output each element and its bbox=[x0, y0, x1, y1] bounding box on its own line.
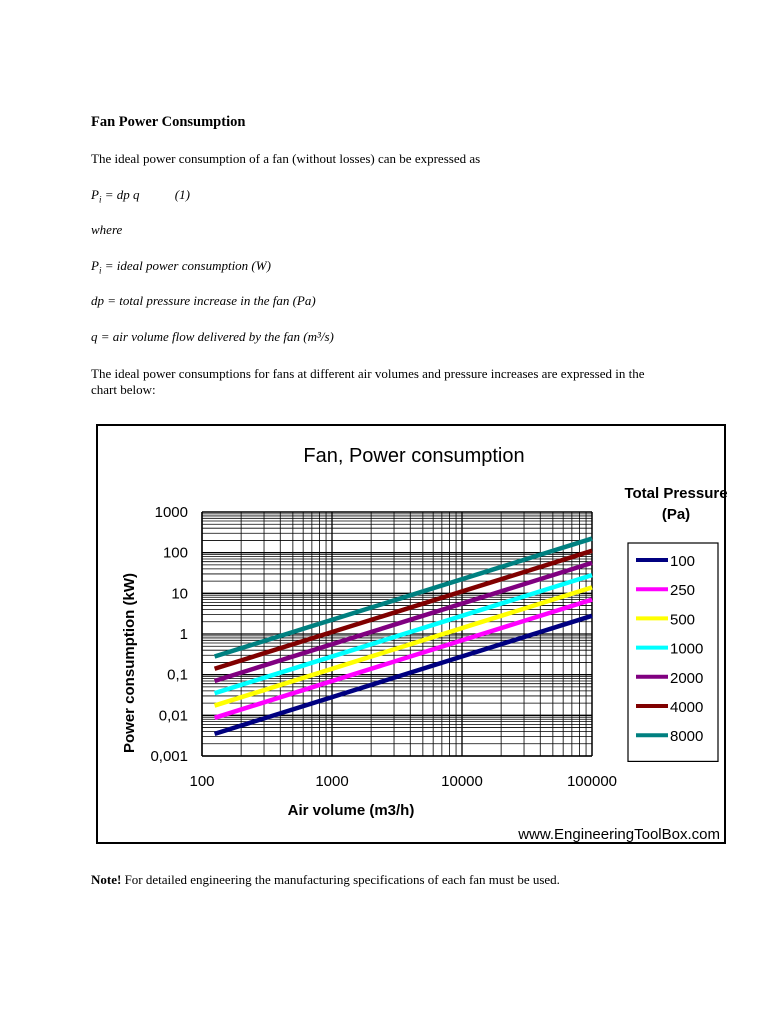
y-tick-label: 10 bbox=[171, 585, 188, 603]
y-tick-label: 0,1 bbox=[167, 666, 188, 684]
equation-symbol: P bbox=[91, 187, 99, 202]
y-tick-labels bbox=[150, 504, 188, 765]
x-tick-label: 10000 bbox=[441, 773, 483, 790]
y-tick-label: 0,001 bbox=[150, 748, 188, 765]
equation-rhs: = dp q bbox=[104, 187, 140, 202]
x-tick-label: 100 bbox=[189, 773, 215, 790]
legend-title-line-2: (Pa) bbox=[661, 506, 691, 523]
note-text: For detailed engineering the manufacturing specifications of each fan must be used. bbox=[121, 872, 560, 887]
chart-legend bbox=[628, 543, 718, 761]
where-label: where bbox=[91, 222, 123, 237]
equation bbox=[91, 187, 190, 208]
chart-svg bbox=[98, 426, 728, 846]
definition-flow: q = air volume flow delivered by the fan (m³/s) bbox=[91, 329, 334, 344]
y-tick-label: 0,01 bbox=[158, 707, 188, 725]
chart-intro-text: The ideal power consumptions for fans at different air volumes and pressure increases are expressed in the chart below: bbox=[91, 366, 645, 397]
legend-label-250: 250 bbox=[670, 582, 696, 600]
legend-label-8000: 8000 bbox=[670, 728, 704, 746]
equation-subscript: i bbox=[98, 194, 102, 205]
definition-subscript: i bbox=[98, 265, 102, 276]
series-line-250 bbox=[215, 600, 592, 718]
note-label: Note! bbox=[91, 872, 122, 887]
x-tick-label: 1000 bbox=[315, 773, 349, 790]
definition-text: = ideal power consumption (W) bbox=[104, 258, 271, 273]
intro-text: The ideal power consumption of a fan (without losses) can be expressed as bbox=[91, 151, 481, 166]
legend-label-4000: 4000 bbox=[670, 699, 704, 716]
y-tick-label: 1000 bbox=[154, 504, 188, 521]
legend-label-2000: 2000 bbox=[670, 669, 704, 687]
x-axis-label: Air volume (m3/h) bbox=[287, 802, 415, 819]
equation-number: (1) bbox=[174, 187, 190, 202]
definition-symbol: P bbox=[91, 258, 99, 273]
x-tick-label: 100000 bbox=[566, 773, 618, 790]
legend-label-100: 100 bbox=[670, 553, 696, 570]
page-title: Fan Power Consumption bbox=[91, 114, 246, 130]
definition-pressure: dp = total pressure increase in the fan (Pa) bbox=[91, 293, 316, 308]
legend-label-1000: 1000 bbox=[670, 640, 704, 658]
definition-power bbox=[91, 258, 271, 279]
x-tick-labels bbox=[189, 773, 617, 790]
y-axis-label: Power consumption (kW) bbox=[121, 573, 138, 753]
y-tick-label: 100 bbox=[162, 544, 188, 562]
note bbox=[91, 872, 560, 888]
chart-container bbox=[96, 424, 726, 844]
legend-title-line-1: Total Pressure bbox=[624, 485, 728, 502]
chart-credit: www.EngineeringToolBox.com bbox=[518, 826, 720, 843]
chart-title: Fan, Power consumption bbox=[303, 445, 525, 467]
legend-label-500: 500 bbox=[670, 611, 696, 629]
y-tick-label: 1 bbox=[179, 626, 188, 643]
